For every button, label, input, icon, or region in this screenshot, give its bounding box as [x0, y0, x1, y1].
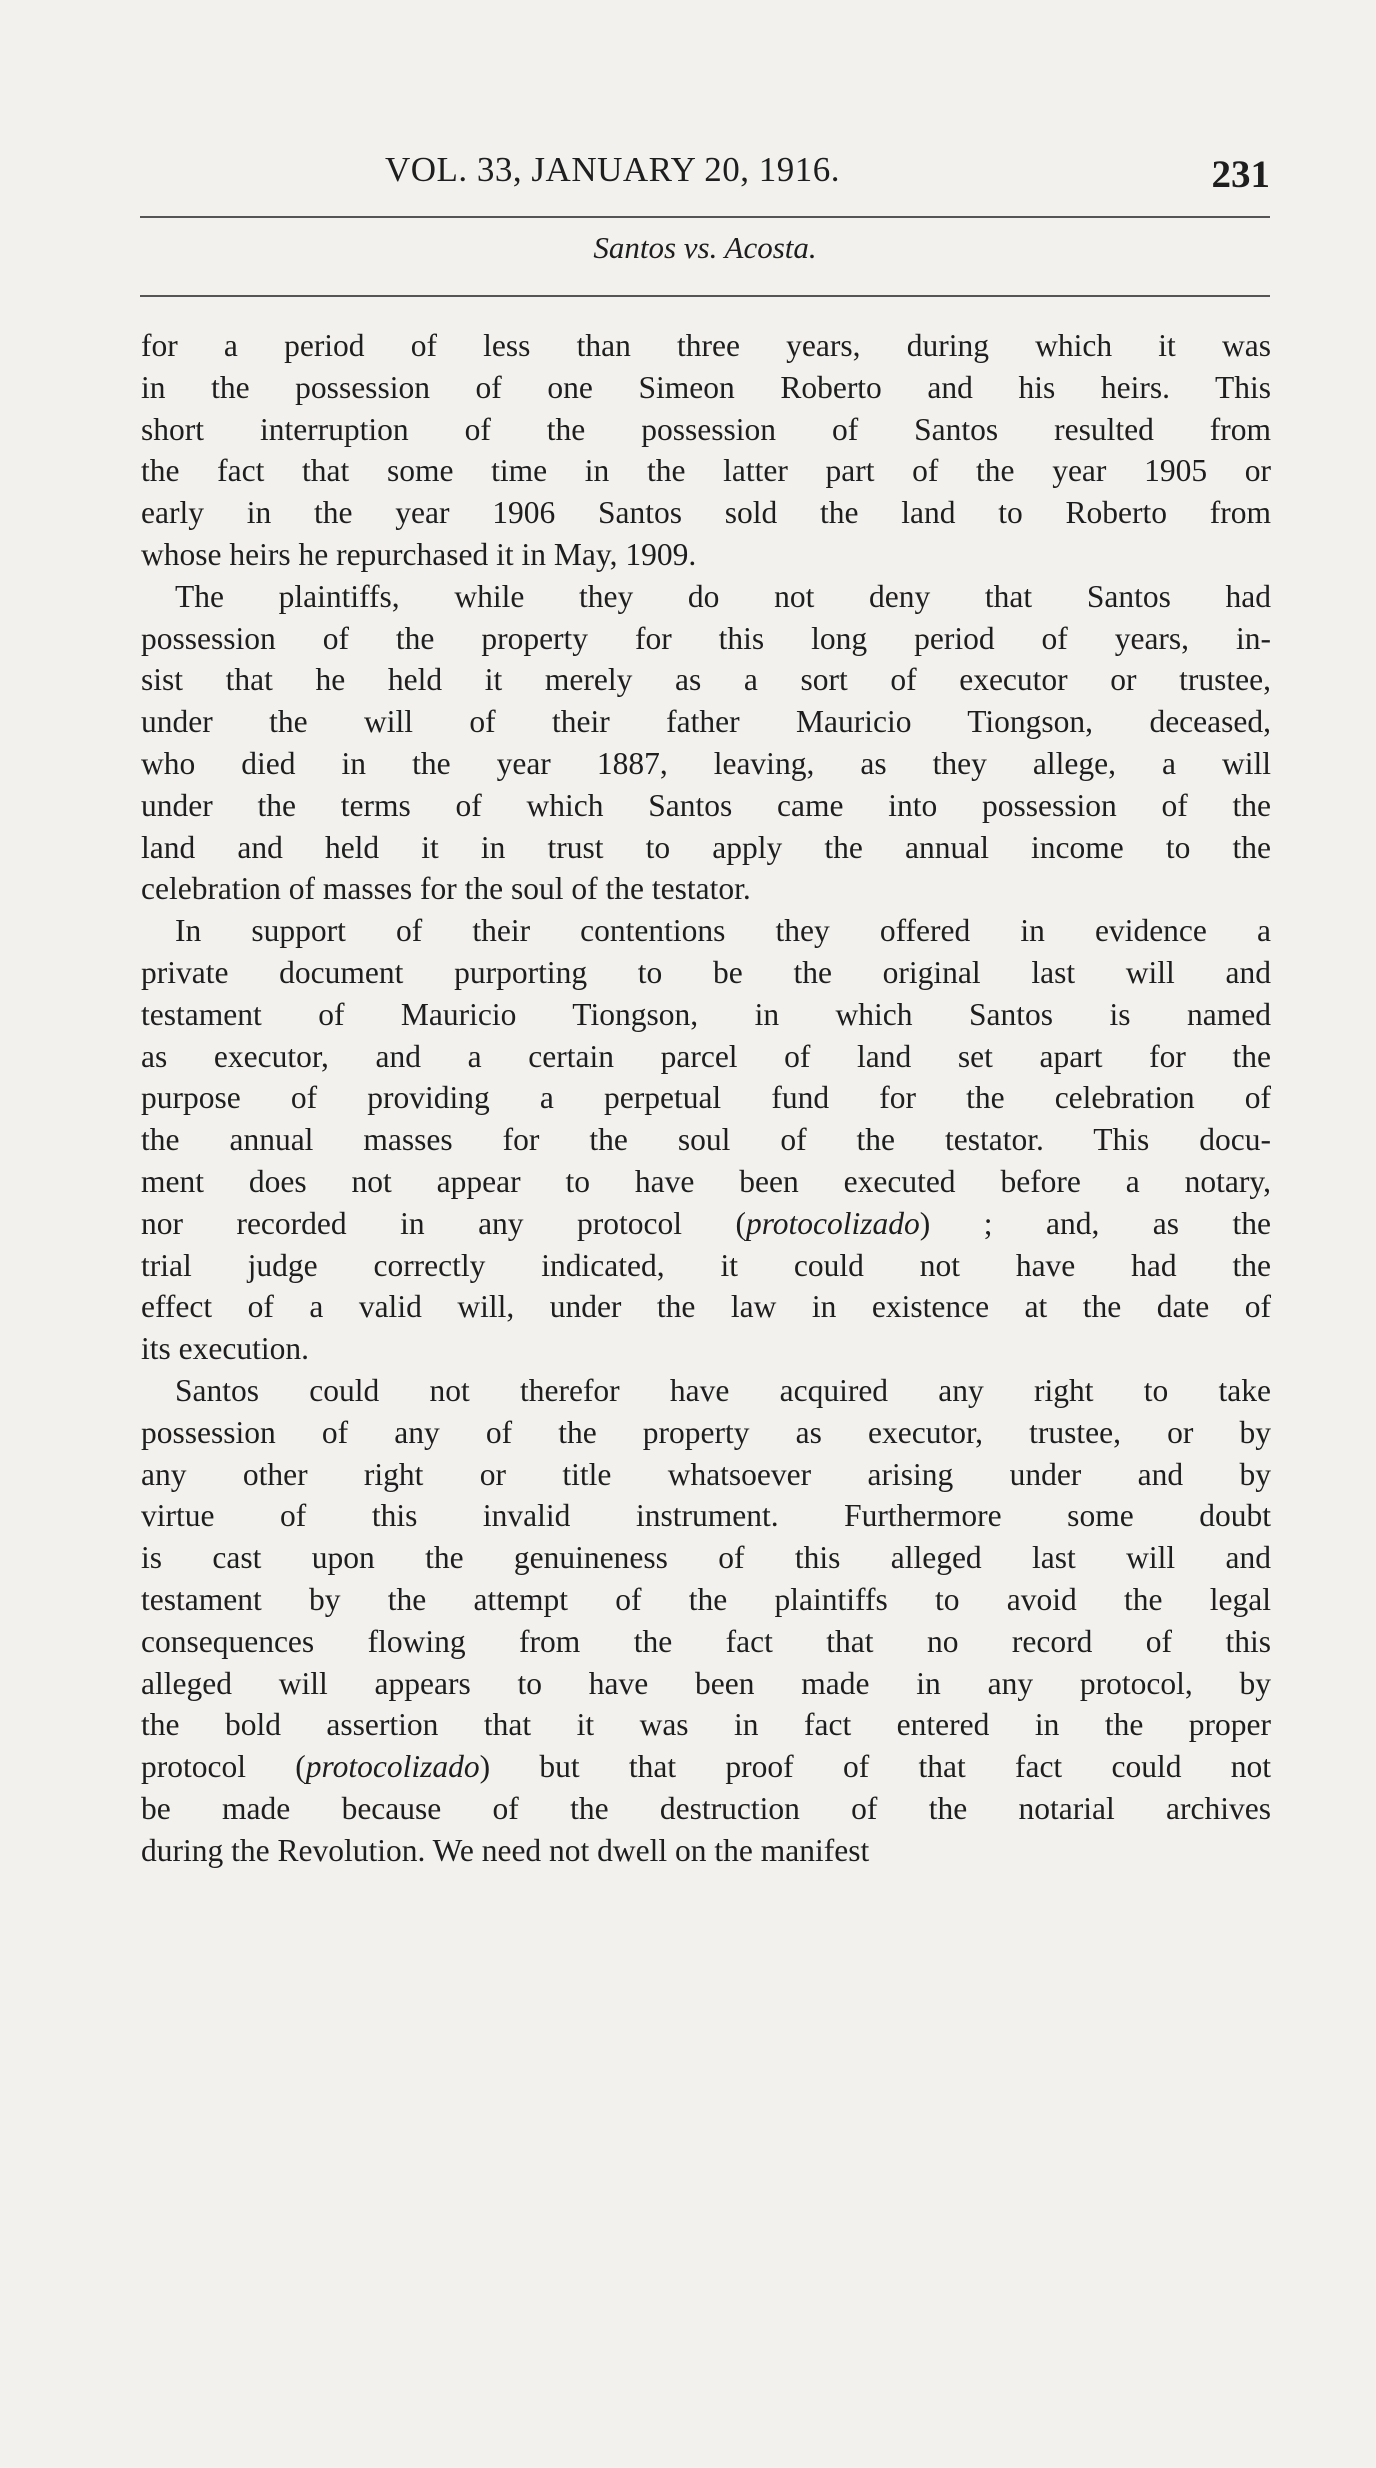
text-line: protocol (protocolizado) but that proof of that fact could not — [141, 1749, 1271, 1785]
header-rule-top — [140, 216, 1270, 218]
text-line: testament by the attempt of the plaintiffs to avoid the legal — [141, 1581, 1271, 1617]
text-line: celebration of masses for the soul of the testator. — [141, 871, 751, 907]
text-line: testament of Mauricio Tiongson, in which Santos is named — [141, 996, 1271, 1032]
text-line: as executor, and a certain parcel of land set apart for the — [141, 1038, 1271, 1074]
text-line: consequences flowing from the fact that no record of this — [141, 1623, 1271, 1659]
text-line: private document purporting to be the original last will and — [141, 954, 1271, 990]
text-line: under the terms of which Santos came into possession of the — [141, 787, 1271, 823]
text-line: In support of their contentions they offered in evidence a — [175, 913, 1271, 949]
text-line: in the possession of one Simeon Roberto and his heirs. This — [141, 369, 1271, 405]
text-line: sist that he held it merely as a sort of executor or trustee, — [141, 662, 1271, 698]
text-line: during the Revolution. We need not dwell on the manifest — [141, 1832, 870, 1868]
text-line: be made because of the destruction of the notarial archives — [141, 1790, 1271, 1826]
text-line: whose heirs he repurchased it in May, 1909. — [141, 536, 697, 572]
text-line: virtue of this invalid instrument. Furthermore some doubt — [141, 1498, 1271, 1534]
text-line: short interruption of the possession of Santos resulted from — [141, 411, 1271, 447]
text-line: effect of a valid will, under the law in existence at the date of — [141, 1289, 1271, 1325]
text-line: Santos could not therefor have acquired any right to take — [175, 1372, 1271, 1408]
opinion-text — [141, 325, 1271, 1871]
paragraph — [141, 910, 1271, 1370]
text-line: alleged will appears to have been made in any protocol, by — [141, 1665, 1271, 1701]
text-line: purpose of providing a perpetual fund for the celebration of — [141, 1080, 1271, 1116]
text-line: possession of the property for this long period of years, in- — [141, 620, 1271, 656]
paragraph — [141, 576, 1271, 910]
text-line: is cast upon the genuineness of this alleged last will and — [141, 1540, 1271, 1576]
page-number: 231 — [1211, 153, 1270, 196]
paragraph — [141, 325, 1271, 576]
text-line: early in the year 1906 Santos sold the land to Roberto from — [141, 495, 1271, 531]
text-line: ment does not appear to have been executed before a notary, — [141, 1163, 1271, 1199]
header-rule-bottom — [140, 295, 1270, 297]
text-line: nor recorded in any protocol (protocolizado) ; and, as the — [141, 1205, 1271, 1241]
text-line: any other right or title whatsoever arising under and by — [141, 1456, 1271, 1492]
text-line: its execution. — [141, 1331, 309, 1367]
text-line: land and held it in trust to apply the annual income to the — [141, 829, 1271, 865]
volume-date-heading: VOL. 33, JANUARY 20, 1916. — [385, 150, 841, 189]
text-line: the bold assertion that it was in fact entered in the proper — [141, 1707, 1271, 1743]
text-line: who died in the year 1887, leaving, as they allege, a will — [141, 745, 1271, 781]
text-line: for a period of less than three years, during which it was — [141, 328, 1271, 363]
text-line: the annual masses for the soul of the testator. This docu- — [141, 1122, 1271, 1158]
text-line: The plaintiffs, while they do not deny that Santos had — [175, 578, 1271, 614]
text-line: under the will of their father Mauricio Tiongson, deceased, — [141, 704, 1271, 740]
case-title: Santos vs. Acosta. — [593, 230, 817, 265]
running-head — [140, 150, 1270, 210]
paragraph — [141, 1370, 1271, 1872]
text-line: trial judge correctly indicated, it could not have had the — [141, 1247, 1271, 1283]
text-line: the fact that some time in the latter part of the year 1905 or — [141, 453, 1271, 489]
text-line: possession of any of the property as executor, trustee, or by — [141, 1414, 1271, 1450]
